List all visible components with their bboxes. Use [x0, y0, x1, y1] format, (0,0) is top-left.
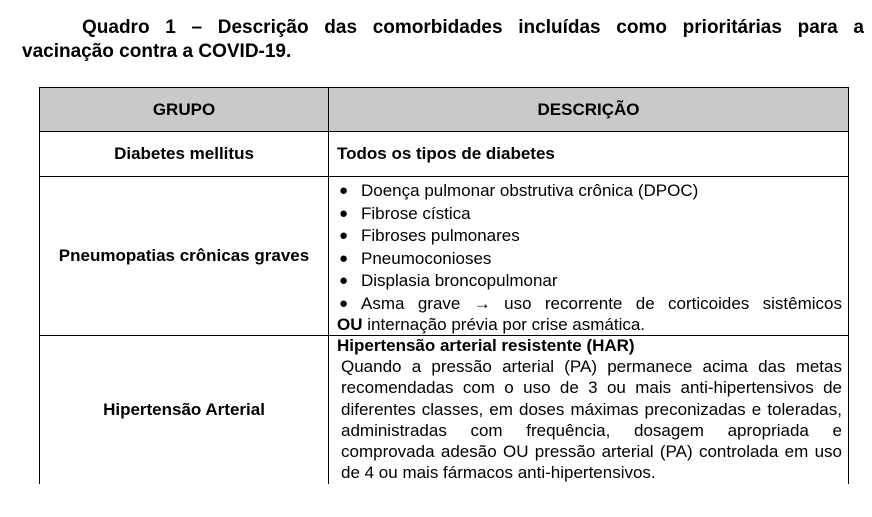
group-cell: Hipertensão Arterial: [40, 336, 329, 484]
description-cell: [329, 336, 849, 484]
group-cell: Pneumopatias crônicas graves: [40, 177, 329, 336]
list-item: ● Doença pulmonar obstrutiva crônica (DPOC): [337, 180, 842, 203]
list-item: ● Fibrose cística: [337, 203, 842, 226]
bullet-icon: ●: [339, 227, 349, 244]
asma-line: Asma grave → uso recorrente de corticoides sistêmicos: [361, 293, 842, 313]
table-row: [40, 132, 849, 177]
list-item-asma: [337, 293, 842, 335]
header-descricao: DESCRIÇÃO: [329, 88, 849, 132]
asma-continuation: OU internação prévia por crise asmática.: [337, 314, 646, 334]
description-cell: Todos os tipos de diabetes: [329, 132, 849, 177]
header-grupo: GRUPO: [40, 88, 329, 132]
bullet-icon: ●: [339, 182, 349, 199]
table-header-row: [40, 88, 849, 132]
caption-line-2: vacinação contra a COVID-19.: [22, 41, 292, 62]
list-item: ● Displasia broncopulmonar: [337, 270, 842, 293]
har-title: Hipertensão arterial resistente (HAR): [337, 336, 635, 355]
list-item: ● Pneumoconioses: [337, 248, 842, 271]
group-cell: Diabetes mellitus: [40, 132, 329, 177]
caption-line-1: Quadro 1 – Descrição das comorbidades incluídas como prioritárias para a: [82, 17, 864, 38]
bullet-list: [337, 177, 842, 335]
bullet-icon: ●: [339, 249, 349, 267]
table-caption: [22, 16, 864, 64]
bullet-icon: ●: [339, 272, 349, 289]
bullet-icon: ●: [339, 204, 349, 222]
table-row: [40, 177, 849, 336]
list-item: ● Fibroses pulmonares: [337, 225, 842, 248]
arrow-right-icon: →: [473, 293, 491, 313]
har-description: Quando a pressão arterial (PA) permanece acima das metas recomendadas com o uso de 3 ou mais anti-hipertensivos de diferentes classes, em doses máximas preconizadas e toleradas, administradas com frequência, dosagem apropriada e comprovada adesão OU pressão arterial (PA) controlada em uso de 4 ou mais fármacos anti-hipertensivos.: [341, 357, 842, 483]
bullet-icon: ●: [339, 294, 349, 312]
description-cell: [329, 177, 849, 336]
table-row: [40, 336, 849, 484]
comorbidities-table: [39, 87, 849, 484]
